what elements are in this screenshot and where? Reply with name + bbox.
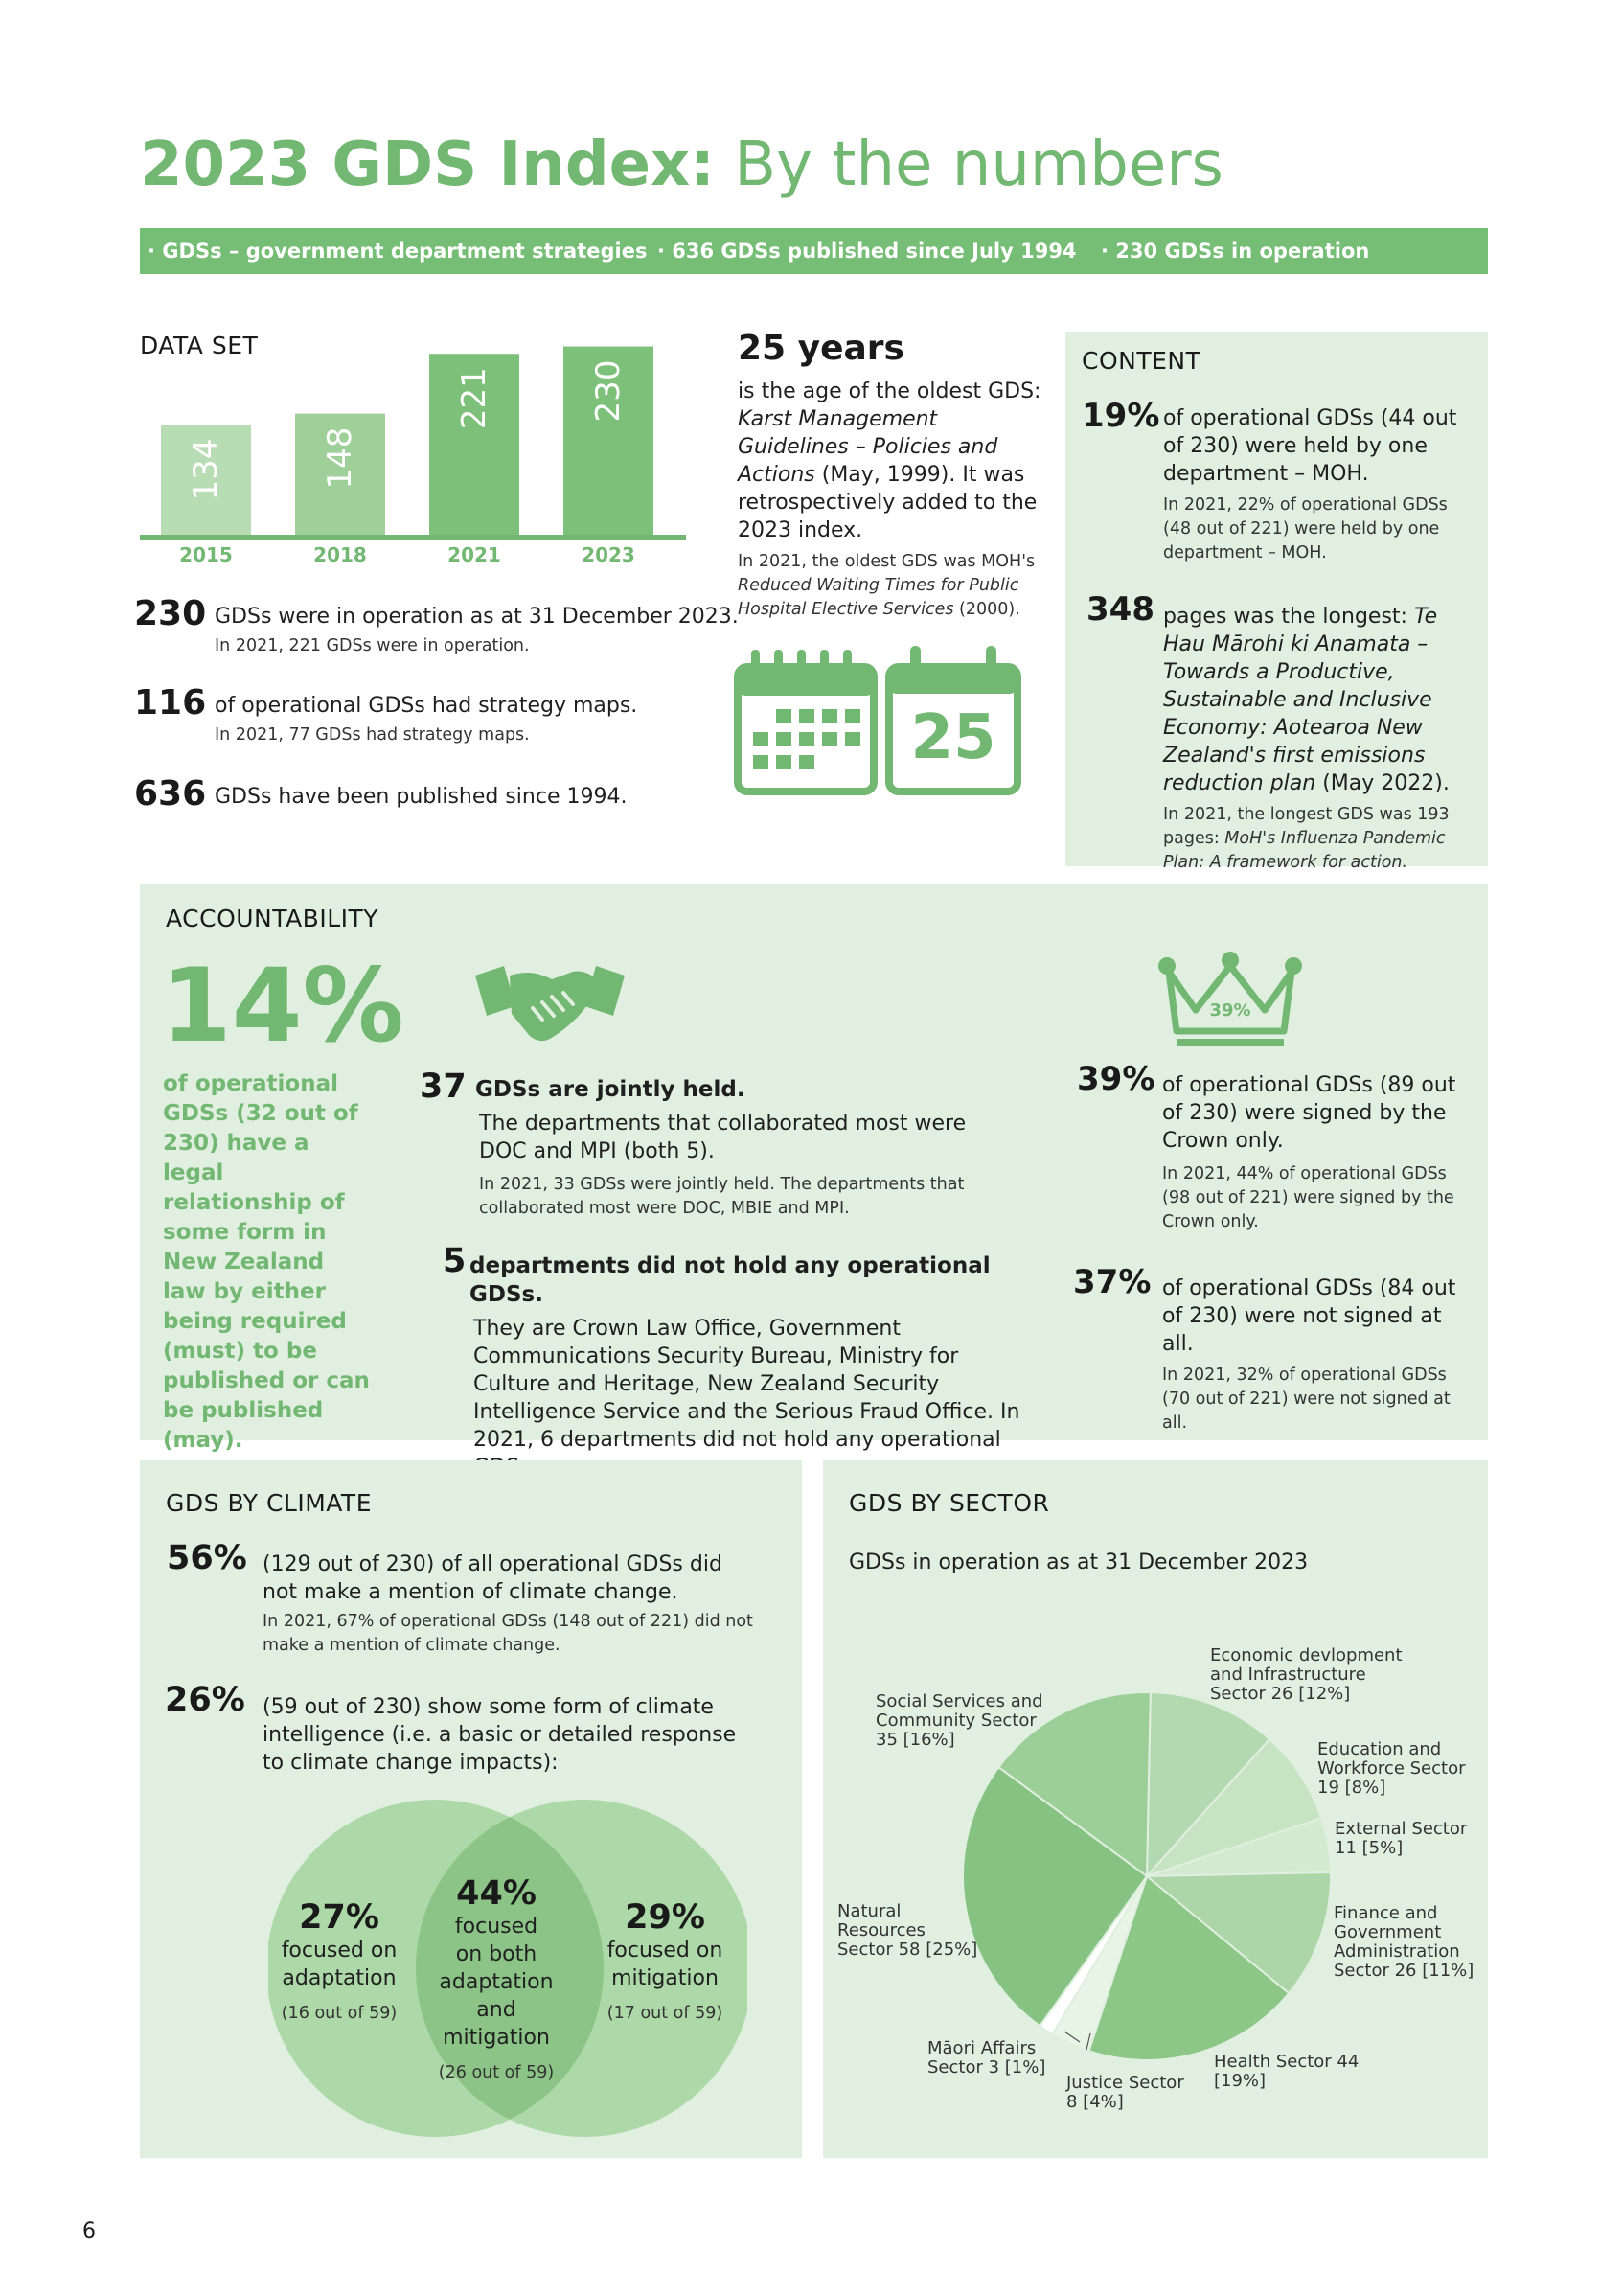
banner-item: · GDSs – government department strategies	[148, 240, 648, 263]
pie-label-social	[876, 1692, 1043, 1750]
bar-value-label: 134	[187, 438, 225, 501]
venn-middle-line1: focused	[454, 1915, 538, 1939]
bar-category-label: 2023	[582, 543, 635, 566]
banner-item: · 636 GDSs published since July 1994	[657, 240, 1077, 263]
legal-text: of operational GDSs (32 out of 230) have a legal relationship of some form in New Zealand law by either being required (must) to be published or can be published (may).	[163, 1071, 370, 1453]
bar-value-label: 148	[321, 426, 359, 490]
sector-pie-chart	[823, 1460, 1488, 2158]
pie-label-line: Economic devlopment	[1210, 1645, 1403, 1665]
signed-note: In 2021, 44% of operational GDSs (98 out of 221) were signed by the Crown only.	[1162, 1164, 1454, 1231]
title-bold: 2023 GDS Index:	[140, 129, 715, 200]
stat-number: 636	[134, 774, 207, 814]
pie-label-line: 11 [5%]	[1335, 1838, 1404, 1858]
content-stat-number: 19%	[1082, 397, 1160, 435]
venn-middle-line2: on both	[455, 1942, 537, 1966]
departments-heading: departments did not hold any operational GDSs.	[469, 1253, 991, 1307]
handshake-icon	[473, 964, 627, 1045]
venn-left-percent: 27%	[299, 1898, 379, 1937]
climate-stat-note: In 2021, 67% of operational GDSs (148 out of 221) did not make a mention of climate change.	[263, 1612, 753, 1655]
pie-label-external	[1335, 1820, 1467, 1858]
joint-number: 37	[420, 1068, 467, 1106]
legal-percent: 14%	[161, 947, 404, 1065]
stat-text: of operational GDSs had strategy maps.	[215, 694, 638, 718]
banner-item: · 230 GDSs in operation	[1101, 240, 1370, 263]
bar-value-label: 230	[589, 359, 628, 423]
stat-published	[134, 774, 627, 814]
climate-intelligence-text: (59 out of 230) show some form of climate intelligence (i.e. a basic or detailed response to climate change impacts):	[263, 1695, 737, 1775]
unsigned-number: 37%	[1073, 1263, 1152, 1301]
climate-stat-text: (129 out of 230) of all operational GDSs did not make a mention of climate change.	[263, 1552, 722, 1604]
content-pages-title: Te Hau Mārohi ki Anamata – Towards a Productive, Sustainable and Inclusive Economy: Aotearoa New Zealand's first emissions reduction plan	[1163, 605, 1438, 795]
pie-label-line: and Infrastructure	[1210, 1665, 1366, 1685]
pie-label-line: 35 [16%]	[876, 1730, 955, 1750]
calendar-number: 25	[910, 702, 996, 773]
years-note-a: In 2021, the oldest GDS was MOH's	[738, 552, 1036, 571]
years-heading: 25 years	[738, 329, 904, 368]
bar-category-label: 2021	[447, 543, 501, 566]
joint-heading: GDSs are jointly held.	[475, 1077, 745, 1102]
pie-label-line: 8 [4%]	[1066, 2092, 1124, 2112]
pie-label-finance	[1334, 1904, 1474, 1981]
pie-label-line: Administration	[1334, 1941, 1460, 1962]
content-pages-number: 348	[1086, 590, 1154, 629]
bar-category-label: 2015	[179, 543, 233, 566]
pie-label-line: Finance and	[1334, 1903, 1438, 1923]
content-pages-text-a: pages was the longest:	[1163, 605, 1414, 629]
pie-label-line: Health Sector 44	[1214, 2052, 1360, 2072]
years-text-title: Karst Management Guidelines – Policies and Actions	[738, 407, 998, 487]
venn-right-line1: focused on	[606, 1939, 723, 1963]
departments-number: 5	[443, 1242, 467, 1280]
years-note-b: (2000).	[953, 600, 1020, 619]
crown-icon	[1157, 951, 1303, 1050]
unsigned-text: of operational GDSs (84 out of 230) were not signed at all.	[1162, 1276, 1456, 1356]
venn-middle-line3: adaptation	[439, 1970, 554, 1994]
dataset-heading: DATA SET	[140, 332, 259, 359]
pie-label-justice	[1066, 2074, 1184, 2112]
pie-label-line: Sector 26 [12%]	[1210, 1684, 1351, 1704]
content-pages-note	[1163, 803, 1474, 875]
departments-text: They are Crown Law Office, Government Communications Security Bureau, Ministry for Culture and Heritage, New Zealand Security Intelligence Service and the Serious Fraud Office. In 2021, 6 departments did not hold any operational	[473, 1317, 1020, 1452]
bar-axis-line	[140, 535, 686, 540]
pie-label-line: Sector 26 [11%]	[1334, 1961, 1474, 1981]
stat-text: GDSs were in operation as at 31 December 2023.	[215, 605, 739, 629]
years-text	[738, 378, 1054, 544]
pie-label-line: Māori Affairs	[927, 2038, 1037, 2058]
venn-middle	[420, 1874, 573, 2085]
years-text-a: is the age of the oldest GDS:	[738, 379, 1041, 403]
stat-strategy-maps	[134, 683, 637, 747]
signed-number: 39%	[1077, 1060, 1155, 1098]
accountability-panel	[140, 884, 1488, 1453]
pie-label-maori	[927, 2039, 1045, 2078]
climate-heading: GDS BY CLIMATE	[166, 1489, 372, 1517]
content-stat-text: of operational GDSs (44 out of 230) were held by one department – MOH.	[1163, 406, 1457, 486]
years-note-title: Reduced Waiting Times for Public Hospital Elective Services	[738, 576, 1019, 619]
bar-value-label: 221	[455, 367, 493, 430]
page-title	[140, 126, 1223, 203]
climate-stat-number: 56%	[167, 1539, 247, 1577]
stat-text: GDSs have been published since 1994.	[215, 785, 628, 809]
bar-category-label: 2018	[313, 543, 367, 566]
venn-left-line1: focused on	[281, 1939, 398, 1963]
dataset-bar-chart	[140, 326, 696, 575]
pie-label-line: Workforce Sector	[1317, 1758, 1466, 1779]
calendar-icon	[734, 646, 880, 797]
pie-label-line: Social Services and	[876, 1691, 1043, 1711]
joint-note: In 2021, 33 GDSs were jointly held. The departments that collaborated most were DOC, MBIE and MPI.	[479, 1175, 965, 1218]
sector-subtitle: GDSs in operation as at 31 December 2023	[849, 1550, 1309, 1574]
stat-note: In 2021, 77 GDSs had strategy maps.	[215, 725, 530, 745]
content-pages-note-title: MoH's Influenza Pandemic Plan: A framework for action.	[1163, 829, 1446, 872]
pie-label-line: Education and	[1317, 1739, 1442, 1759]
pie-label-line: Natural	[837, 1901, 902, 1921]
venn-middle-line4: and mitigation	[443, 1998, 550, 2050]
accountability-heading: ACCOUNTABILITY	[166, 905, 379, 932]
pie-label-natural	[837, 1902, 977, 1960]
content-pages-text-b: (May 2022).	[1315, 771, 1450, 795]
calendar-25-icon	[885, 644, 1021, 797]
pie-label-health	[1214, 2053, 1359, 2091]
sector-panel	[823, 1460, 1488, 2158]
years-note	[738, 550, 1054, 622]
stat-number: 230	[134, 594, 207, 633]
content-pages-note-a: In 2021, the longest GDS was 193 pages:	[1163, 805, 1450, 848]
venn-middle-note: (26 out of 59)	[438, 2063, 555, 2082]
venn-right	[598, 1898, 732, 2026]
pie-label-line: Sector 3 [1%]	[927, 2057, 1046, 2078]
venn-left	[272, 1898, 406, 2026]
stat-note: In 2021, 221 GDSs were in operation.	[215, 636, 530, 655]
pie-label-line: Sector 58 [25%]	[837, 1940, 978, 1960]
pie-label-line: Community Sector	[876, 1711, 1037, 1731]
pie-label-line: Resources	[837, 1920, 926, 1940]
title-light: By the numbers	[734, 129, 1223, 200]
content-panel	[1065, 332, 1488, 872]
sector-heading: GDS BY SECTOR	[849, 1489, 1050, 1517]
pie-label-line: Justice Sector	[1066, 2073, 1184, 2093]
stat-number: 116	[134, 683, 207, 723]
pie-label-econ	[1210, 1646, 1403, 1704]
venn-left-line2: adaptation	[282, 1966, 397, 1990]
content-pages-text	[1163, 603, 1474, 797]
years-section	[738, 328, 1054, 622]
content-stat-note: In 2021, 22% of operational GDSs (48 out of 221) were held by one department – MOH.	[1163, 495, 1448, 563]
venn-right-line2: mitigation	[611, 1966, 719, 1990]
pie-label-line: [19%]	[1214, 2071, 1267, 2091]
years-text-b: (May, 1999). It was retrospectively added to the 2023 index.	[738, 463, 1038, 542]
climate-panel	[140, 1460, 802, 2158]
venn-left-note: (16 out of 59)	[281, 2004, 398, 2023]
signed-text: of operational GDSs (89 out of 230) were signed by the Crown only.	[1162, 1073, 1456, 1153]
pie-label-line: 19 [8%]	[1317, 1778, 1386, 1798]
content-heading: CONTENT	[1082, 347, 1201, 375]
venn-right-percent: 29%	[625, 1898, 705, 1937]
pie-label-line: External Sector	[1335, 1819, 1468, 1839]
pie-label-line: Government	[1334, 1922, 1442, 1942]
joint-text: The departments that collaborated most were DOC and MPI (both 5).	[479, 1112, 967, 1163]
venn-middle-percent: 44%	[456, 1874, 537, 1913]
stat-operational	[134, 594, 739, 658]
pie-label-education	[1317, 1740, 1466, 1798]
summary-banner	[140, 228, 1488, 274]
venn-right-note: (17 out of 59)	[606, 2004, 723, 2023]
climate-intelligence-number: 26%	[165, 1681, 245, 1719]
page-number: 6	[82, 2219, 96, 2243]
unsigned-note: In 2021, 32% of operational GDSs (70 out of 221) were not signed at all.	[1162, 1366, 1451, 1433]
crown-label: 39%	[1209, 1000, 1251, 1021]
